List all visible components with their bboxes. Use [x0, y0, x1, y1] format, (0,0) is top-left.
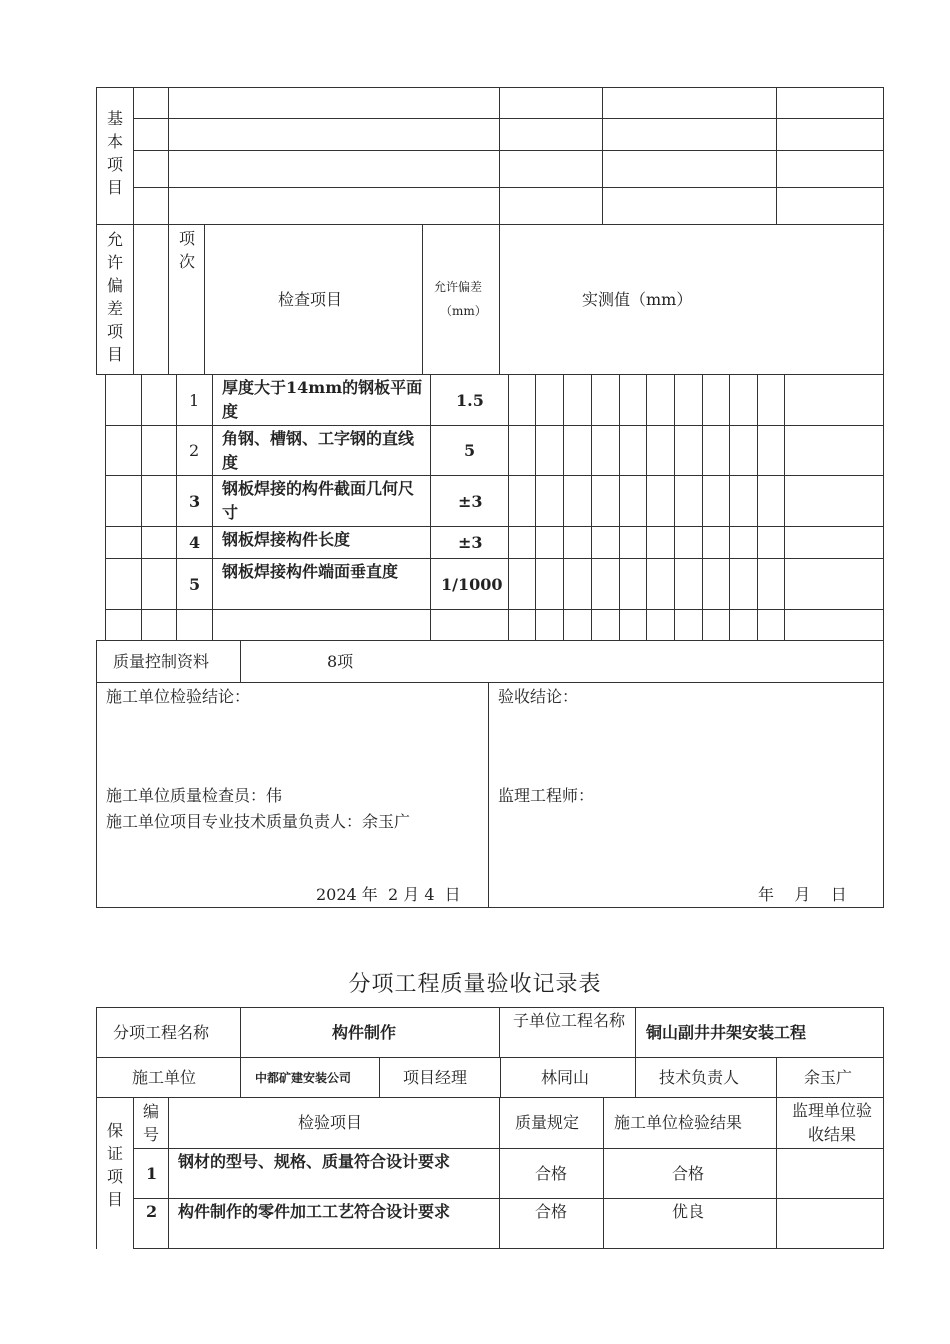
- form-row-2-item: 构件制作的零件加工工艺符合设计要求: [178, 1202, 451, 1221]
- acceptance-date: 年 月 日: [758, 885, 847, 904]
- deviation-row-1-tolerance: 1.5: [456, 391, 484, 410]
- inspector-line: 施工单位质量检查员：伟: [106, 786, 283, 805]
- deviation-row-4-tolerance: ±3: [458, 533, 483, 552]
- form-row-2-no: 2: [146, 1202, 158, 1221]
- measured-header: 实测值（mm）: [582, 290, 693, 309]
- sub-unit-value: 铜山副井井架安装工程: [646, 1023, 807, 1042]
- tech-lead-line: 施工单位项目专业技术质量负责人：余玉广: [106, 812, 411, 831]
- acceptance-conclusion-label: 验收结论：: [498, 687, 579, 706]
- form-row-1-no: 1: [146, 1164, 158, 1183]
- contractor-result-header: 施工单位检验结果: [614, 1113, 743, 1132]
- form-title: 分项工程质量验收记录表: [348, 972, 602, 997]
- project-manager-label: 项目经理: [403, 1068, 468, 1087]
- deviation-row-2-tolerance: 5: [464, 441, 476, 460]
- deviation-row-4-item: 钢板焊接构件长度: [222, 530, 351, 549]
- deviation-row-4-no: 4: [189, 533, 201, 552]
- deviation-row-3-item: 钢板焊接的构件截面几何尺寸: [222, 479, 415, 522]
- supervisor-engineer-line: 监理工程师：: [498, 786, 595, 805]
- form-row-1-item: 钢材的型号、规格、质量符合设计要求: [178, 1152, 451, 1171]
- form-row-2-quality: 合格: [535, 1202, 568, 1221]
- item-no-header: 项次: [178, 229, 195, 271]
- tech-lead-label: 技术负责人: [659, 1068, 740, 1087]
- guarantee-items-label: 保证项目: [106, 1121, 123, 1209]
- check-item-header: 检查项目: [278, 290, 343, 309]
- deviation-row-3-no: 3: [189, 492, 201, 511]
- quality-rule-header: 质量规定: [515, 1113, 580, 1132]
- inspection-item-header: 检验项目: [298, 1113, 363, 1132]
- form-row-1-result: 合格: [672, 1164, 705, 1183]
- deviation-row-2-item: 角钢、槽钢、工字钢的直线度: [222, 429, 415, 472]
- sub-unit-label: 子单位工程名称: [512, 1011, 625, 1030]
- deviation-row-5-tolerance: 1/1000: [441, 575, 503, 594]
- deviation-row-1-item: 厚度大于14mm的钢板平面度: [222, 378, 423, 421]
- form-row-2-result: 优良: [672, 1202, 705, 1221]
- project-name-value: 构件制作: [332, 1023, 397, 1042]
- tech-lead-value: 余玉广: [804, 1068, 853, 1087]
- project-name-label: 分项工程名称: [113, 1023, 210, 1042]
- contractor-conclusion-label: 施工单位检验结论：: [106, 687, 251, 706]
- qc-label: 质量控制资料: [113, 652, 210, 671]
- deviation-items-label: 允许偏差项目: [106, 230, 123, 364]
- tolerance-unit: （mm）: [440, 304, 487, 318]
- deviation-row-3-tolerance: ±3: [458, 492, 483, 511]
- construction-unit-label: 施工单位: [132, 1068, 197, 1087]
- supervisor-result-header: 监理单位验收结果: [792, 1101, 873, 1144]
- deviation-row-5-no: 5: [189, 575, 201, 594]
- deviation-row-1-no: 1: [189, 391, 200, 410]
- contractor-date: 2024 年 2 月 4 日: [316, 885, 461, 904]
- deviation-row-2-no: 2: [189, 441, 200, 460]
- form-row-1-quality: 合格: [535, 1164, 568, 1183]
- deviation-row-5-item: 钢板焊接构件端面垂直度: [222, 562, 399, 581]
- project-manager-value: 林同山: [541, 1068, 590, 1087]
- basic-items-label: 基本项目: [106, 109, 123, 197]
- no-header: 编号: [142, 1102, 159, 1144]
- qc-value: 8项: [327, 652, 354, 671]
- construction-unit-value: 中都矿建安装公司: [255, 1071, 352, 1085]
- tolerance-header: 允许偏差: [434, 280, 483, 294]
